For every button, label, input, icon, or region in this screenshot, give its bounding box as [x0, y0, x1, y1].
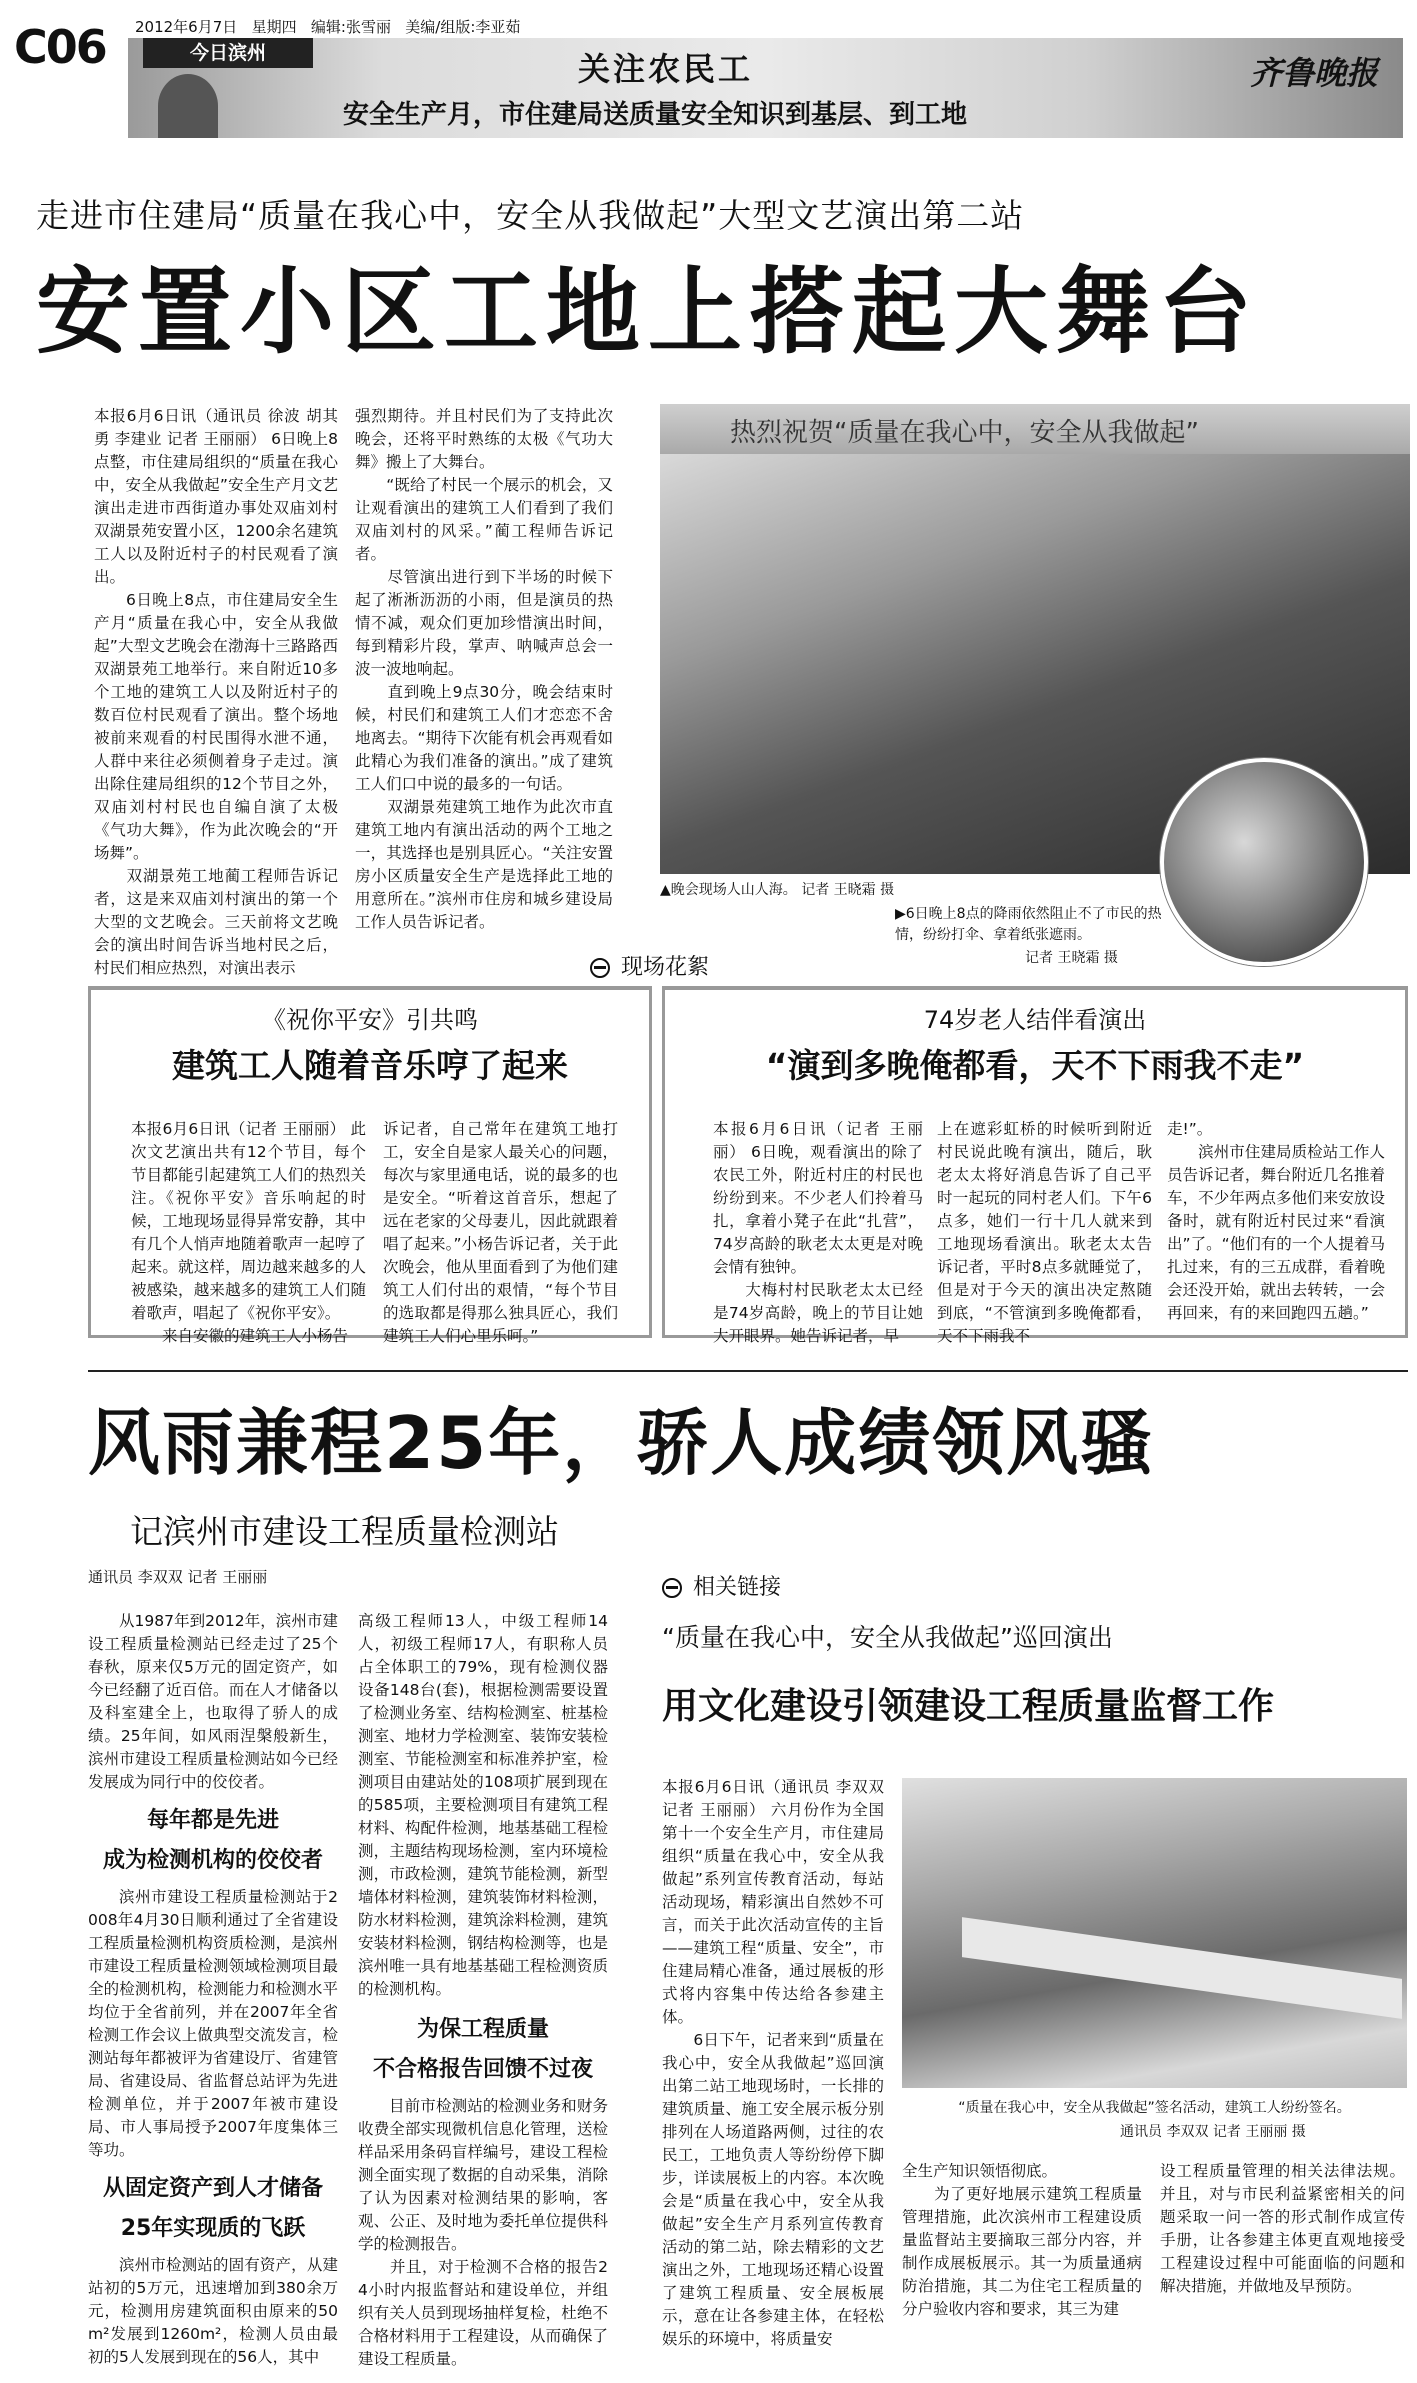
- article1-column-2: 强烈期待。并且村民们为了支持此次晚会，还将平时熟练的太极《气功大舞》搬上了大舞台。 “既给了村民一个展示的机会，又让观看演出的建筑工人们看到了我们双庙刘村的风采。”蔺工程师告诉记者。 尽管演出进行到下半场的时候下起了淅淅沥沥的小雨，但是演员的热情不减，观众们更加珍惜演出时间，每到精彩片段，掌声、呐喊声总会一波一波地响起。 直到晚上9点30分，晚会结束时候，村民们和建筑工人们才恋恋不舍地离去。“期待下次能有机会再观看如此精心为我们准备的演出。”成了建筑工人们口中说的最多的一句话。 双湖景苑建筑工地作为此次市直建筑工地内有演出活动的两个工地之一，其选择也是别具匠心。“关注安置房小区质量安全生产是选择此工地的用意所在。”滨州市住房和城乡建设局工作人员告诉记者。: [355, 407, 613, 931]
- issue-weekday: 星期四: [251, 18, 297, 36]
- article2-column-1: [88, 1610, 338, 2370]
- article1-kicker: 走进市住建局“质量在我心中，安全从我做起”大型文艺演出第二站: [36, 196, 1025, 235]
- section-subtitle: 安全生产月，市住建局送质量安全知识到基层、到工地: [343, 100, 968, 130]
- inset-photo-caption: ▶6日晚上8点的降雨依然阻止不了市民的热情，纷纷打伞、拿着纸张遮雨。: [895, 906, 1162, 943]
- article1-headline: 安置小区工地上搭起大舞台: [36, 258, 1261, 367]
- article2-para3: 滨州市检测站的固有资产，从建站初的5万元，迅速增加到380余万元，检测用房建筑面积由原来的50m²发展到1260m²，检测人员由最初的5人发展到现在的56人，其中: [88, 2256, 338, 2366]
- issue-date: 2012年6月7日: [135, 18, 238, 36]
- article2-para4: 高级工程师13人，中级工程师14人，初级工程师17人，有职称人员占全体职工的79%，现有检测仪器设备148台(套)，根据检测需要设置了检测业务室、结构检测室、桩基检测室、地材力学检测室、装饰安装检测室、节能检测室和标准养护室，检测项目由建站处的108项扩展到现在的585项，主要检测项目有建筑工程材料、构配件检测，地基基础工程检测，主题结构现场检测，室内环境检测，市政检测，建筑节能检测，新型墙体材料检测，建筑装饰材料检测，防水材料检测，建筑涂料检测，建筑安装材料检测，钢结构检测等，也是滨州唯一具有地基基础工程检测资质的检测机构。: [358, 1612, 608, 1998]
- article2-sub1c: 从固定资产到人才储备: [102, 2176, 323, 2201]
- related-column-1: 本报6月6日讯（通讯员 李双双 记者 王丽丽） 六月份作为全国第十一个安全生产月，市住建局组织“质量在我心中，安全从我做起”系列宣传教育活动，每站活动现场，精彩演出自然妙不可言，而关于此次活动宣传的主旨——建筑工程“质量、安全”，市住建局精心准备，通过展板的形式将内容集中传达给各参建主体。 6日下午，记者来到“质量在我心中，安全从我做起”巡回演出第二站工地现场时，一长排的建筑质量、施工安全展示板分别排列在人场道路两侧，过往的农民工，工地负责人等纷纷停下脚步，详读展板上的内容。本次晚会是“质量在我心中，安全从我做起”安全生产月系列宣传教育活动的第二站，除去精彩的文艺演出之外，工地现场还精心设置了建筑工程质量、安全展板展示，意在让各参建主体，在轻松娱乐的环境中，将质量安: [662, 1778, 884, 2348]
- paper-name: 齐鲁晚报: [1249, 54, 1378, 92]
- inset-photo-credit: 记者 王晓霜 摄: [1025, 950, 1118, 966]
- page-header: [0, 0, 1417, 140]
- article2-column-2: [358, 1610, 608, 2370]
- article2-sub2a: 为保工程质量: [416, 2017, 549, 2042]
- scene-right-column-2: 上在遮彩虹桥的时候听到附近村民说此晚有演出，随后，耿老太太将好消息告诉了自己平时一起玩的同村老人们。下午6点多，她们一行十几人就来到工地现场看演出。耿老太太告诉记者，平时8点多就睡觉了，但是对于今天的演出决定熬随到底，“不管演到多晚俺都看，天不下雨我不: [937, 1120, 1152, 1345]
- scene-left-kicker: 《祝你平安》引共鸣: [262, 1006, 478, 1034]
- signing-photo-caption: “质量在我心中，安全从我做起”签名活动，建筑工人纷纷签名。: [958, 2100, 1351, 2116]
- scene-right-kicker: 74岁老人结伴看演出: [923, 1006, 1147, 1034]
- article2-sub2b: 不合格报告回馈不过夜: [372, 2057, 593, 2082]
- column-tag: 今日滨州: [143, 38, 313, 68]
- scene-left-column-2: 诉记者，自己常年在建筑工地打工，安全自是家人最关心的问题，每次与家里通电话，说的最多的也是安全。“听着这首音乐，想起了远在老家的父母妻儿，因此就跟着唱了起来。”小杨告诉记者，关于此次晚会，他从里面看到了为他们建筑工人们付出的艰情，“每个节目的选取都是得那么独具匠心，我们建筑工人们心里乐呵。”: [383, 1120, 618, 1345]
- related-kicker: “质量在我心中，安全从我做起”巡回演出: [662, 1623, 1113, 1652]
- header-photo-band: [128, 38, 1403, 138]
- article2-byline: 通讯员 李双双 记者 王丽丽: [88, 1568, 268, 1586]
- page-number: C06: [14, 20, 106, 74]
- scene-right-column-3: 走!”。 滨州市住建局质检站工作人员告诉记者，舞台附近几名推着车，不少年两点多他们来安放设备时，就有附近村民过来“看演出”了。“他们有的一个人提着马扎过来，有的三五成群，看着晚会还没开始，就出去转转，一会再回来，有的来回跑四五趟。”: [1167, 1120, 1385, 1322]
- article2-sub1d: 25年实现质的飞跃: [120, 2216, 306, 2241]
- article2-intro: 从1987年到2012年，滨州市建设工程质量检测站已经走过了25个春秋，原来仅5万元的固定资产，如今已经翻了近百倍。而在人才储备以及科室建全上，也取得了骄人的成绩。25年间，如风雨涅槃般新生，滨州市建设工程质量检测站如今已经发展成为同行中的佼佼者。: [88, 1612, 338, 1791]
- article2-sub1a: 每年都是先进: [146, 1808, 279, 1833]
- editor-credit: 编辑:张雪丽: [310, 18, 391, 36]
- related-headline: 用文化建设引领建设工程质量监督工作: [662, 1686, 1275, 1727]
- article2-subhead: 记滨州市建设工程质量检测站: [130, 1512, 559, 1551]
- scene-right-column-1: 本报6月6日讯（记者 王丽丽） 6日晚，观看演出的除了农民工外，附近村庄的村民也纷纷到来。不少老人们拎着马扎，拿着小凳子在此“扎营”，74岁高龄的耿老太太更是对晚会情有独钟。 大梅村村民耿老太太已经是74岁高龄，晚上的节目让她大开眼界。她告诉记者，早: [713, 1120, 923, 1345]
- signing-photo-credit: 通讯员 李双双 记者 王丽丽 摄: [1120, 2124, 1306, 2140]
- scene-right-headline: “演到多晚俺都看，天不下雨我不走”: [765, 1046, 1305, 1085]
- scene-left-panel: [88, 990, 652, 1345]
- signing-activity-photo: [902, 1778, 1407, 2088]
- article2-para5: 目前市检测站的检测业务和财务收费全部实现微机信息化管理，送检样品采用条码盲样编号，建设工程检测全面实现了数据的自动采集，消除了认为因素对检测结果的影响，客观、公正、及时地为委托单位提供科学的检测报告。 并且，对于检测不合格的报告24小时内报监督站和建设单位，并组织有关人员到现场抽样复检，杜绝不合格材料用于工程建设，从而确保了建设工程质量。: [358, 2097, 608, 2368]
- worker-figure-icon: [158, 74, 218, 138]
- section-title: 关注农民工: [578, 50, 754, 88]
- scene-circle-icon: [590, 958, 610, 978]
- scene-left-column-1: 本报6月6日讯（记者 王丽丽） 此次文艺演出共有12个节目，每个节目都能引起建筑工人们的热烈关注。《祝你平安》音乐响起的时候，工地现场显得异常安静，其中有几个人悄声地随着歌声一起哼了起来。就这样，周边越来越多的人被感染，越来越多的建筑工人们随着歌声，唱起了《祝你平安》。 来自安徽的建筑工人小杨告: [131, 1120, 366, 1345]
- main-photo-caption: ▲晚会现场人山人海。 记者 王晓霜 摄: [660, 882, 895, 898]
- photo-banner-text: 热烈祝贺“质量在我心中，安全从我做起”: [730, 418, 1199, 448]
- rain-umbrella-inset-photo: [1160, 758, 1368, 966]
- article2-headline: 风雨兼程25年，骄人成绩领风骚: [88, 1401, 1155, 1485]
- related-label: 相关链接: [662, 1570, 781, 1601]
- article2-sub1b: 成为检测机构的佼佼者: [102, 1848, 323, 1873]
- designer-credit: 美编/组版:李亚茹: [405, 18, 521, 36]
- header-meta: [135, 16, 520, 37]
- article1-column-1: 本报6月6日讯（通讯员 徐波 胡其勇 李建业 记者 王丽丽） 6日晚上8点整，市住建局组织的“质量在我心中，安全从我做起”安全生产月文艺演出走进市西街道办事处双庙刘村双湖景苑安置小区，1200余名建筑工人以及附近村子的村民观看了演出。 6日晚上8点，市住建局安全生产月“质量在我心中，安全从我做起”大型文艺晚会在渤海十三路路西双湖景苑工地举行。来自附近10多个工地的建筑工人以及附近村子的数百位村民观看了演出。整个场地被前来观看的村民围得水泄不通，人群中来往必须侧着身子走过。演出除住建局组织的12个节目之外，双庙刘村村民也自编自演了太极《气功大舞》，作为此次晚会的“开场舞”。 双湖景苑工地蔺工程师告诉记者，这是来双庙刘村演出的第一个大型的文艺晚会。三天前将文艺晚会的演出时间告诉当地村民之后，村民们相应热烈，对演出表示: [94, 407, 338, 977]
- signing-banner-strip: [962, 1917, 1402, 2019]
- scene-left-headline: 建筑工人随着音乐哼了起来: [172, 1046, 568, 1085]
- article2-para2: 滨州市建设工程质量检测站于2008年4月30日顺利通过了全省建设工程质量检测机构资质检测，是滨州市建设工程质量检测领域检测项目最全的检测机构，检测能力和检测水平均位于全省前列，并在2007年全省检测工作会议上做典型交流发言，检测站每年都被评为省建设厅、省建管局、省建设局、省监督总站评为先进检测单位，并于2007年被市建设局、市人事局授予2007年度集体三等功。: [88, 1888, 338, 2159]
- scene-right-panel: [662, 990, 1408, 1345]
- related-column-2: 全生产知识领悟彻底。 为了更好地展示建筑工程质量管理措施，此次滨州市工程建设质量监督站主要摘取三部分内容，并制作成展板展示。其一为质量通病防治措施，其二为住宅工程质量的分户验收内容和要求，其三为建: [902, 2162, 1142, 2318]
- section-divider: [88, 1370, 1408, 1372]
- related-column-3: 设工程质量管理的相关法律法规。并且，对与市民利益紧密相关的问题采取一问一答的形式制作成宣传手册，让各参建主体更直观地接受工程建设过程中可能面临的问题和解决措施，并做地及早预防。: [1160, 2162, 1405, 2295]
- related-circle-icon: [662, 1578, 682, 1598]
- scene-label: 现场花絮: [590, 950, 709, 981]
